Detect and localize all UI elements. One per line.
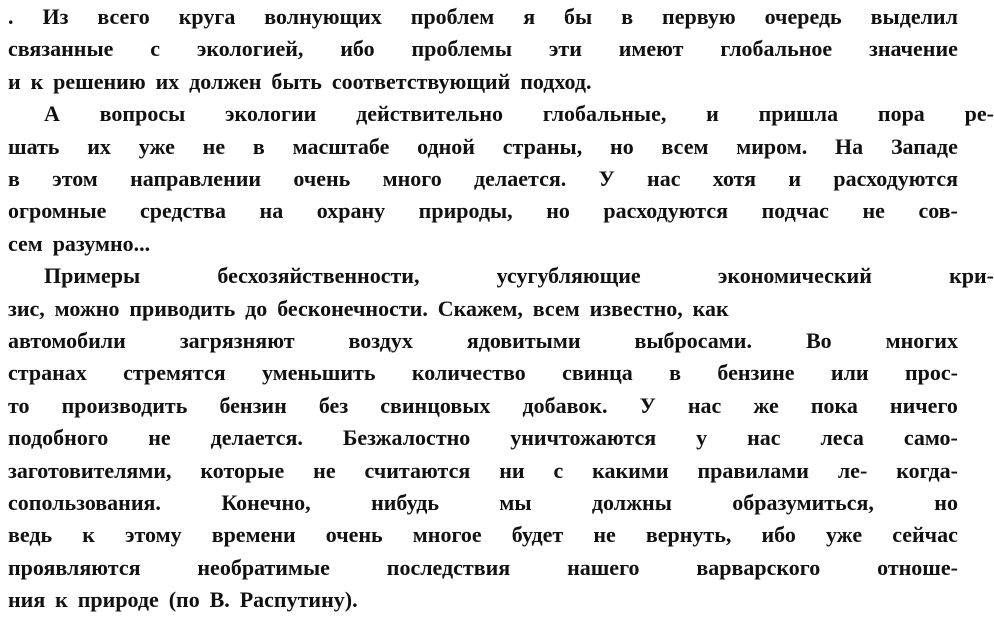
text-line: то производить бензин без свинцовых добавок. У нас же пока ничего xyxy=(8,392,958,418)
text-line: и к решению их должен быть соответствующий подход. xyxy=(8,68,592,94)
text-line: в этом направлении очень много делается. У нас хотя и расходуются xyxy=(8,166,958,191)
text-line: зис, можно приводить до бесконечности. Скажем, всем известно, как xyxy=(8,295,729,321)
text-line: автомобили загрязняют воздух ядовитыми выбросами. Во многих xyxy=(8,328,958,353)
text-line: странах стремятся уменьшить количество свинца в бензине или прос- xyxy=(8,360,958,386)
text-line: сопользования. Конечно, нибудь мы должны образумиться, но xyxy=(8,490,958,515)
text-line: . Из всего круга волнующих проблем я бы в первую очередь выделил xyxy=(8,4,958,29)
text-line: огромные средства на охрану природы, но расходуются подчас не сов- xyxy=(8,198,958,224)
text-line: проявляются необратимые последствия нашего варварского отноше- xyxy=(8,554,958,580)
text-line: подобного не делается. Безжалостно уничтожаются у нас леса само- xyxy=(8,425,958,451)
text-line: Примеры бесхозяйственности, усугубляющие экономический кри- xyxy=(44,263,994,289)
text-line: сем разумно... xyxy=(8,230,151,256)
text-line: связанные с экологией, ибо проблемы эти имеют глобальное значение xyxy=(8,36,958,62)
text-line: ния к природе (по В. Распутину). xyxy=(8,587,358,613)
text-line: А вопросы экологии действительно глобальные, и пришла пора ре- xyxy=(44,101,994,127)
text-line: заготовителями, которые не считаются ни с какими правилами ле- когда- xyxy=(8,457,958,483)
text-line: ведь к этому времени очень многое будет не вернуть, ибо уже сейчас xyxy=(8,522,958,548)
text-line: шать их уже не в масштабе одной страны, но всем миром. На Западе xyxy=(8,133,958,159)
